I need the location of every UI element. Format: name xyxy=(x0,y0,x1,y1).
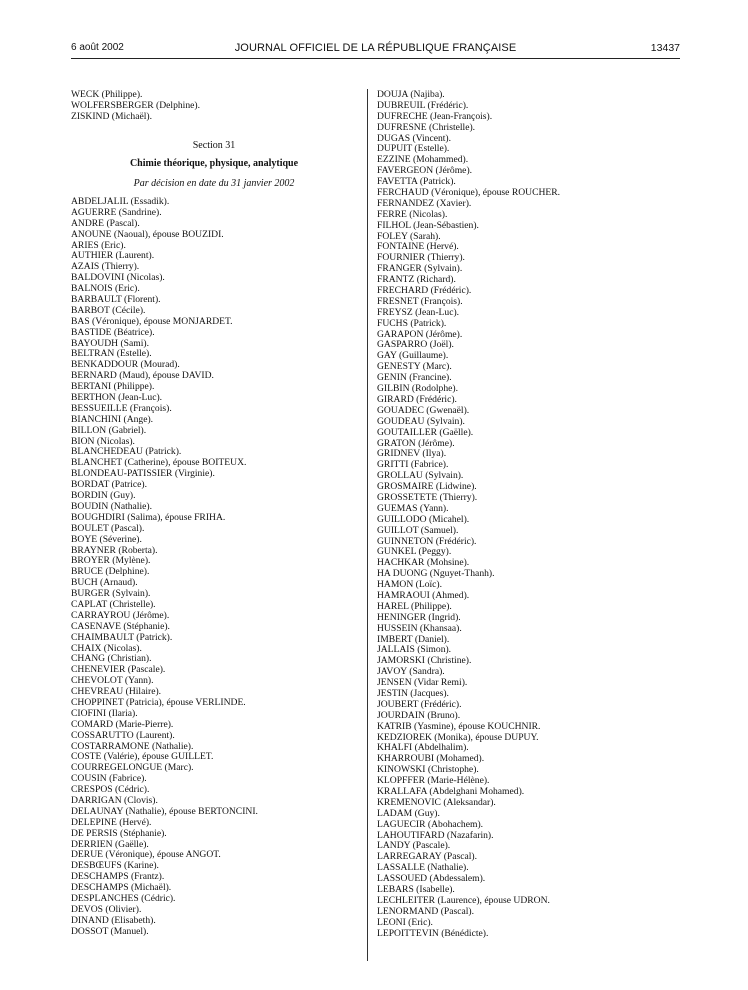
name-entry: FOURNIER (Thierry). xyxy=(377,252,465,264)
name-entry: DEVOS (Olivier). xyxy=(71,903,142,915)
name-entry: GUEMAS (Yann). xyxy=(377,502,449,514)
name-entry: BALNOIS (Eric). xyxy=(71,283,140,295)
name-entry: GOUTAILLER (Gaëlle). xyxy=(377,426,474,438)
name-entry: ARIES (Eric). xyxy=(71,239,126,251)
name-entry: IMBERT (Daniel). xyxy=(377,633,450,645)
decision-line: Par décision en date du 31 janvier 2002 xyxy=(133,178,295,189)
name-entry: CHANG (Christian). xyxy=(71,653,152,665)
name-entry: FOLEY (Sarah). xyxy=(377,230,441,242)
name-entry: BAYOUDH (Sami). xyxy=(71,337,149,349)
name-entry: DUFRECHE (Jean-François). xyxy=(377,110,493,122)
name-entry: DOUJA (Najiba). xyxy=(377,89,445,100)
name-entry: GILBIN (Rodolphe). xyxy=(377,383,458,395)
name-entry: BENKADDOUR (Mourad). xyxy=(71,359,180,371)
name-entry: GASPARRO (Joël). xyxy=(377,339,454,351)
name-entry: BALDOVINI (Nicolas). xyxy=(71,272,165,284)
name-entry: BOUGHDIRI (Salima), épouse FRIHA. xyxy=(71,511,226,523)
name-entry: KHALFI (Abdelhalim). xyxy=(377,742,469,754)
name-entry: GARAPON (Jérôme). xyxy=(377,328,463,340)
name-entry: GUILLOT (Samuel). xyxy=(377,524,459,536)
name-entry: GIRARD (Frédéric). xyxy=(377,393,457,405)
name-entry: JOUBERT (Frédéric). xyxy=(377,698,462,710)
name-entry: ANDRE (Pascal). xyxy=(71,217,140,229)
name-entry: BESSUEILLE (François). xyxy=(71,402,172,414)
name-entry: BELTRAN (Estelle). xyxy=(71,348,152,360)
name-entry: DESCHAMPS (Frantz). xyxy=(71,871,165,883)
name-entry: JOURDAIN (Bruno). xyxy=(377,709,461,721)
name-entry: FILHOL (Jean-Sébastien). xyxy=(377,219,479,231)
section-number: Section 31 xyxy=(192,140,236,151)
name-entry: GRITTI (Fabrice). xyxy=(377,459,449,471)
name-entry: CAPLAT (Christelle). xyxy=(71,598,156,610)
column-divider xyxy=(367,89,368,961)
name-entry: BERNARD (Maud), épouse DAVID. xyxy=(71,370,214,382)
name-entry: CASENAVE (Stéphanie). xyxy=(71,620,170,632)
name-entry: BUCH (Arnaud). xyxy=(71,577,138,589)
name-entry: BERTANI (Philippe). xyxy=(71,381,155,393)
name-entry: CHEVOLOT (Yann). xyxy=(71,675,154,687)
name-entry: LANDY (Pascale). xyxy=(377,840,451,852)
name-entry: FAVERGEON (Jérôme). xyxy=(377,165,473,177)
name-entry: EZZINE (Mohammed). xyxy=(377,154,469,166)
name-entry: KREMENOVIC (Aleksandar). xyxy=(377,796,496,808)
name-entry: LEONI (Eric). xyxy=(377,916,433,928)
name-entry: BORDAT (Patrice). xyxy=(71,479,148,491)
name-entry: JAVOY (Sandra). xyxy=(377,666,445,678)
name-entry: GUILLODO (Micahel). xyxy=(377,513,470,525)
name-entry: DUBREUIL (Frédéric). xyxy=(377,99,469,111)
name-entry: HACHKAR (Mohsine). xyxy=(377,557,470,569)
name-entry: JALLAIS (Simon). xyxy=(377,644,452,656)
name-entry: WOLFERSBERGER (Delphine). xyxy=(71,99,200,111)
name-entry: DESBŒUFS (Karine). xyxy=(71,860,159,872)
name-entry: COURREGELONGUE (Marc). xyxy=(71,762,194,774)
name-entry: DINAND (Elisabeth). xyxy=(71,914,156,926)
name-entry: BRAYNER (Roberta). xyxy=(71,544,158,556)
name-entry: FERCHAUD (Véronique), épouse ROUCHER. xyxy=(377,187,561,199)
name-entry: FREYSZ (Jean-Luc). xyxy=(377,306,460,318)
name-entry: BAS (Véronique), épouse MONJARDET. xyxy=(71,315,233,327)
name-entry: FRESNET (François). xyxy=(377,295,463,307)
name-entry: LENORMAND (Pascal). xyxy=(377,905,474,917)
name-entry: DUFRESNE (Christelle). xyxy=(377,121,476,133)
name-entry: DELAUNAY (Nathalie), épouse BERTONCINI. xyxy=(71,805,258,817)
name-entry: LAGUECIR (Abohachem). xyxy=(377,818,484,830)
name-entry: GROSSETETE (Thierry). xyxy=(377,491,478,503)
name-entry: BERTHON (Jean-Luc). xyxy=(71,392,163,404)
left-column-top-list xyxy=(71,90,200,123)
name-entry: COMARD (Marie-Pierre). xyxy=(71,718,174,730)
name-entry: AGUERRE (Sandrine). xyxy=(71,206,162,218)
name-entry: GUNKEL (Peggy). xyxy=(377,546,452,558)
name-entry: GROLLAU (Sylvain). xyxy=(377,470,464,482)
name-entry: BASTIDE (Béatrice). xyxy=(71,326,155,338)
name-entry: FONTAINE (Hervé). xyxy=(377,241,459,253)
name-entry: CHENEVIER (Pascale). xyxy=(71,664,166,676)
name-entry: KRALLAFA (Abdelghani Mohamed). xyxy=(377,786,525,797)
name-entry: FERNANDEZ (Xavier). xyxy=(377,197,472,209)
name-entry: DUPUIT (Estelle). xyxy=(377,143,450,155)
name-entry: BLANCHEDEAU (Patrick). xyxy=(71,446,182,458)
name-entry: LEBARS (Isabelle). xyxy=(377,884,455,896)
name-entry: FAVETTA (Patrick). xyxy=(377,176,456,188)
name-entry: CRESPOS (Cédric). xyxy=(71,784,150,796)
name-entry: FUCHS (Patrick). xyxy=(377,317,447,329)
name-entry: GOUDEAU (Sylvain). xyxy=(377,415,465,427)
name-entry: GRIDNEV (Ilya). xyxy=(377,448,447,460)
journal-title: JOURNAL OFFICIEL DE LA RÉPUBLIQUE FRANÇAISE xyxy=(234,42,517,54)
name-entry: DE PERSIS (Stéphanie). xyxy=(71,827,167,839)
name-entry: JENSEN (Vidar Remi). xyxy=(377,677,468,689)
name-entry: CARRAYROU (Jérôme). xyxy=(71,609,170,621)
name-entry: BLONDEAU-PATISSIER (Virginie). xyxy=(71,468,215,480)
name-entry: COUSIN (Fabrice). xyxy=(71,773,147,785)
page-number: 13437 xyxy=(650,42,680,54)
name-entry: KATRIB (Yasmine), épouse KOUCHNIR. xyxy=(377,720,541,732)
name-entry: BIANCHINI (Ange). xyxy=(71,413,154,425)
name-entry: HENINGER (Ingrid). xyxy=(377,611,461,623)
name-entry: DOSSOT (Manuel). xyxy=(71,925,149,937)
name-entry: FRANTZ (Richard). xyxy=(377,274,456,286)
name-entry: BRUCE (Delphine). xyxy=(71,566,150,578)
name-entry: WECK (Philippe). xyxy=(71,89,143,100)
name-entry: DARRIGAN (Clovis). xyxy=(71,794,158,806)
name-entry: BROYER (Mylène). xyxy=(71,555,151,567)
name-entry: GENESTY (Marc). xyxy=(377,361,452,373)
name-entry: BION (Nicolas). xyxy=(71,435,135,447)
name-entry: LECHLEITER (Laurence), épouse UDRON. xyxy=(377,894,550,906)
name-entry: BORDIN (Guy). xyxy=(71,490,136,502)
name-entry: BARBAULT (Florent). xyxy=(71,294,161,306)
section-name: Chimie théorique, physique, analytique xyxy=(129,158,299,169)
name-entry: JAMORSKI (Christine). xyxy=(377,655,472,667)
name-entry: FRANGER (Sylvain). xyxy=(377,263,463,275)
name-entry: JESTIN (Jacques). xyxy=(377,687,449,699)
name-entry: GENIN (Francine). xyxy=(377,372,452,384)
name-entry: DUGAS (Vincent). xyxy=(377,132,452,144)
name-entry: HAMON (Loïc). xyxy=(377,579,443,591)
page-header xyxy=(71,42,680,56)
name-entry: BURGER (Sylvain). xyxy=(71,588,151,600)
name-entry: LARREGARAY (Pascal). xyxy=(377,851,478,863)
name-entry: DESCHAMPS (Michaël). xyxy=(71,882,172,894)
name-entry: BLANCHET (Catherine), épouse BOITEUX. xyxy=(71,457,247,469)
name-entry: FRECHARD (Frédéric). xyxy=(377,285,472,297)
name-entry: CHAIX (Nicolas). xyxy=(71,642,142,654)
name-entry: COSSARUTTO (Laurent). xyxy=(71,729,175,741)
name-entry: DERRIEN (Gaëlle). xyxy=(71,838,149,850)
name-entry: KEDZIOREK (Monika), épouse DUPUY. xyxy=(377,731,539,743)
header-rule xyxy=(71,58,680,59)
name-entry: HAREL (Philippe). xyxy=(377,600,452,612)
name-entry: DESPLANCHES (Cédric). xyxy=(71,893,176,904)
name-entry: BARBOT (Cécile). xyxy=(71,304,146,316)
name-entry: KLOPFFER (Marie-Hélène). xyxy=(377,775,490,787)
name-entry: KHARROUBI (Mohamed). xyxy=(377,753,485,765)
name-entry: CHEVREAU (Hilaire). xyxy=(71,686,162,698)
name-entry: CHAIMBAULT (Patrick). xyxy=(71,631,173,643)
name-entry: FERRE (Nicolas). xyxy=(377,208,448,220)
left-column-list xyxy=(71,197,258,938)
name-entry: LASSOUED (Abdessalem). xyxy=(377,873,486,885)
right-column-list xyxy=(377,90,560,939)
name-entry: GOUADEC (Gwenaël). xyxy=(377,404,470,416)
name-entry: LAHOUTIFARD (Nazafarin). xyxy=(377,829,494,841)
name-entry: COSTARRAMONE (Nathalie). xyxy=(71,740,194,752)
name-entry: HA DUONG (Nguyet-Thanh). xyxy=(377,568,495,580)
name-entry: BILLON (Gabriel). xyxy=(71,424,147,436)
name-entry: DELEPINE (Hervé). xyxy=(71,816,152,828)
name-entry: BOUDIN (Nathalie). xyxy=(71,500,152,512)
header-date: 6 août 2002 xyxy=(71,42,124,53)
name-entry: LEPOITTEVIN (Bénédicte). xyxy=(377,927,489,939)
name-entry: LASSALLE (Nathalie). xyxy=(377,862,469,874)
name-entry: CIOFINI (Ilaria). xyxy=(71,707,138,719)
name-entry: GRATON (Jérôme). xyxy=(377,437,455,449)
name-entry: CHOPPINET (Patricia), épouse VERLINDE. xyxy=(71,696,246,708)
name-entry: GAY (Guillaume). xyxy=(377,350,449,362)
name-entry: ZISKIND (Michaël). xyxy=(71,110,152,122)
name-entry: HAMRAOUI (Ahmed). xyxy=(377,589,470,601)
name-entry: ABDELJALIL (Essadik). xyxy=(71,196,170,207)
name-entry: DERUE (Véronique), épouse ANGOT. xyxy=(71,849,221,861)
name-entry: COSTE (Valérie), épouse GUILLET. xyxy=(71,751,214,763)
name-entry: BOYE (Séverine). xyxy=(71,533,142,545)
name-entry: BOULET (Pascal). xyxy=(71,522,145,534)
name-entry: LADAM (Guy). xyxy=(377,807,440,819)
name-entry: KINOWSKI (Christophe). xyxy=(377,764,479,776)
name-entry: AZAIS (Thierry). xyxy=(71,261,140,273)
name-entry: GROSMAIRE (Lidwine). xyxy=(377,481,477,493)
name-entry: HUSSEIN (Khansaa). xyxy=(377,622,462,634)
name-entry: ANOUNE (Naoual), épouse BOUZIDI. xyxy=(71,228,224,240)
name-entry: AUTHIER (Laurent). xyxy=(71,250,155,262)
name-entry: GUINNETON (Frédéric). xyxy=(377,535,477,547)
